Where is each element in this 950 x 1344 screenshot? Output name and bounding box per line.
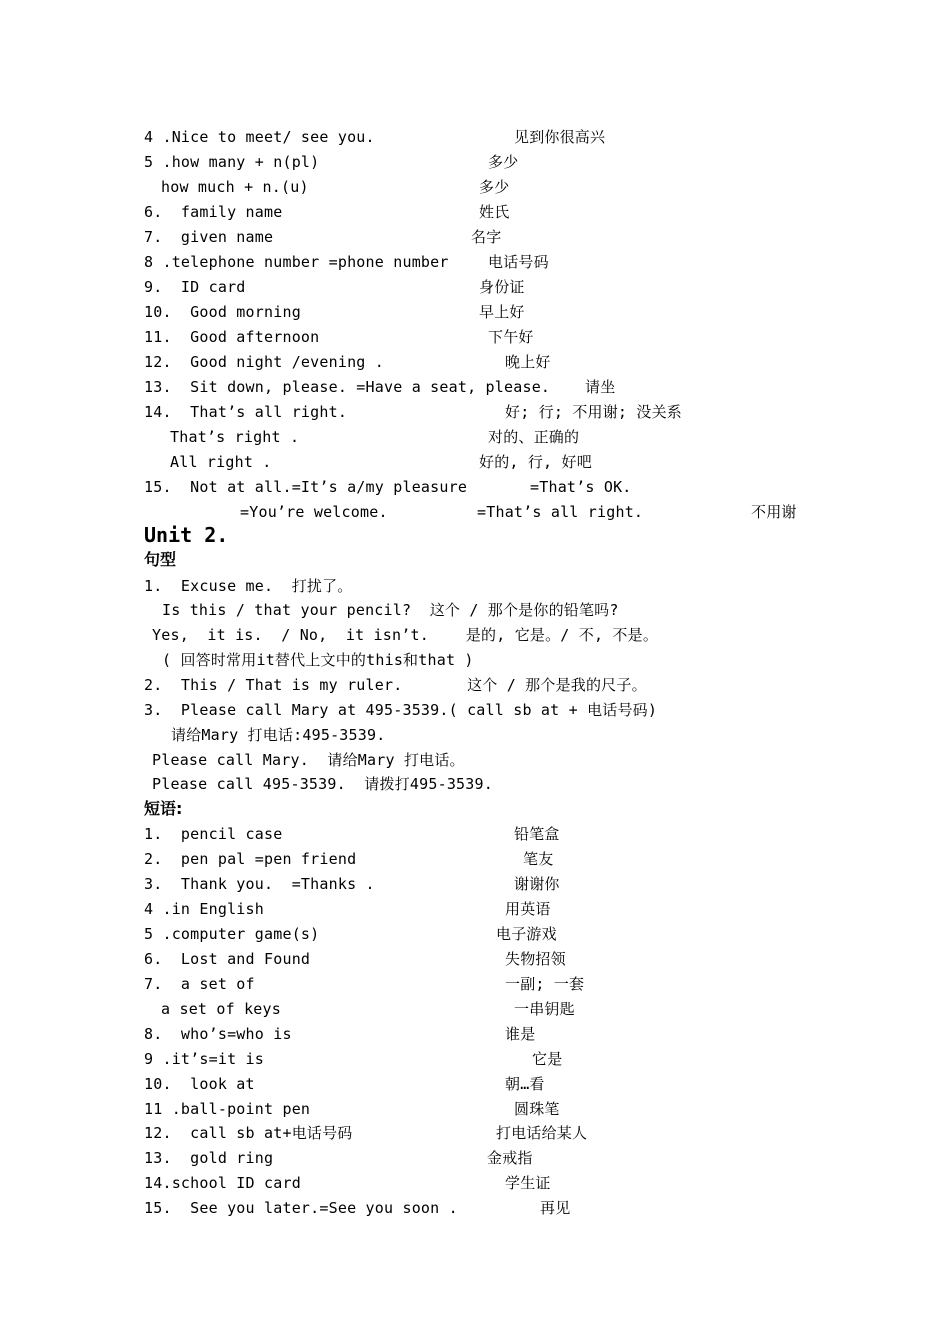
phrase-zh: 它是 [532, 1050, 563, 1068]
phrase-zh: =That’s all right. [477, 503, 644, 521]
unit-title: Unit 2. [144, 523, 229, 547]
phrase-en: 15. See you later.=See you soon . [144, 1199, 458, 1217]
phrase-en: 11 .ball-point pen [144, 1100, 311, 1118]
phrase-zh: 姓氏 [479, 203, 510, 221]
phrase-zh: 晚上好 [505, 353, 551, 371]
sentence-line: 请给Mary 打电话:495-3539. [171, 726, 386, 744]
phrase-en: 14.school ID card [144, 1174, 301, 1192]
phrase-zh: 笔友 [523, 850, 554, 868]
phrase-zh: 早上好 [479, 303, 525, 321]
phrase-en: 11. Good afternoon [144, 328, 320, 346]
phrase-zh: 再见 [540, 1199, 571, 1217]
phrase-zh: 一串钥匙 [514, 1000, 575, 1018]
phrase-zh: 金戒指 [487, 1149, 533, 1167]
phrase-zh: 好; 行; 不用谢; 没关系 [505, 403, 682, 421]
phrase-en: 4 .in English [144, 900, 264, 918]
phrase-zh: 不用谢 [751, 503, 797, 521]
phrase-en: =You’re welcome. [240, 503, 388, 521]
sentence-heading: 句型 [144, 550, 177, 569]
phrase-en: 10. look at [144, 1075, 255, 1093]
phrase-en: 6. family name [144, 203, 283, 221]
phrase-en: 14. That’s all right. [144, 403, 348, 421]
phrase-en: All right . [170, 453, 272, 471]
phrase-zh: 见到你很高兴 [514, 128, 606, 146]
sentence-line: Is this / that your pencil? 这个 / 那个是你的铅笔吗? [162, 601, 619, 619]
phrase-zh: 谁是 [505, 1025, 536, 1043]
sentence-line: Yes, it is. / No, it isn’t. 是的, 它是。/ 不, 不是。 [152, 626, 659, 644]
phrase-en: 9 .it’s=it is [144, 1050, 264, 1068]
phrase-zh: 电话号码 [488, 253, 549, 271]
sentence-line: Please call Mary. 请给Mary 打电话。 [152, 751, 465, 769]
phrase-zh: 身份证 [479, 278, 525, 296]
phrase-zh: 失物招领 [505, 950, 566, 968]
phrase-zh: 铅笔盒 [514, 825, 560, 843]
phrase-en: 1. pencil case [144, 825, 283, 843]
phrase-zh: 朝…看 [505, 1075, 545, 1093]
phrase-en: 5 .how many + n(pl) [144, 153, 320, 171]
phrase-en: a set of keys [161, 1000, 281, 1018]
phrase-zh: 圆珠笔 [514, 1100, 560, 1118]
phrase-en: 6. Lost and Found [144, 950, 311, 968]
phrase-zh: =That’s OK. [530, 478, 632, 496]
phrase-en: 7. a set of [144, 975, 255, 993]
phrase-zh: 打电话给某人 [496, 1124, 588, 1142]
phrase-en: 8. who’s=who is [144, 1025, 292, 1043]
phrase-en: 12. Good night /evening . [144, 353, 384, 371]
phrase-en: 9. ID card [144, 278, 246, 296]
phrase-en: That’s right . [170, 428, 300, 446]
phrase-zh: 请坐 [585, 378, 616, 396]
phrase-en: 12. call sb at+电话号码 [144, 1124, 353, 1142]
sentence-line: ( 回答时常用it替代上文中的this和that ) [162, 651, 474, 669]
phrase-en: 15. Not at all.=It’s a/my pleasure [144, 478, 468, 496]
sentence-line: 1. Excuse me. 打扰了。 [144, 577, 353, 595]
phrase-zh: 学生证 [505, 1174, 551, 1192]
sentence-line: 3. Please call Mary at 495-3539.( call sb at + 电话号码) [144, 701, 658, 719]
phrase-en: 13. gold ring [144, 1149, 274, 1167]
phrase-en: 7. given name [144, 228, 274, 246]
sentence-line: 2. This / That is my ruler. 这个 / 那个是我的尺子。 [144, 676, 647, 694]
phrase-zh: 用英语 [505, 900, 551, 918]
phrase-en: 2. pen pal =pen friend [144, 850, 357, 868]
phrase-zh: 电子游戏 [496, 925, 557, 943]
phrase-zh: 名字 [471, 228, 502, 246]
phrase-en: 8 .telephone number =phone number [144, 253, 449, 271]
phrase-zh: 下午好 [488, 328, 534, 346]
phrase-en: 4 .Nice to meet/ see you. [144, 128, 375, 146]
phrase-zh: 多少 [488, 153, 519, 171]
phrase-zh: 对的、正确的 [488, 428, 580, 446]
phrase-zh: 多少 [479, 178, 510, 196]
phrase-en: how much + n.(u) [161, 178, 309, 196]
phrase-zh: 一副; 一套 [505, 975, 585, 993]
phrase-en: 10. Good morning [144, 303, 301, 321]
phrase-zh: 谢谢你 [514, 875, 560, 893]
sentence-line: Please call 495-3539. 请拨打495-3539. [152, 775, 493, 793]
phrase-en: 13. Sit down, please. =Have a seat, please. [144, 378, 551, 396]
phrase-en: 5 .computer game(s) [144, 925, 320, 943]
phrase-en: 3. Thank you. =Thanks . [144, 875, 375, 893]
phrase-zh: 好的, 行, 好吧 [479, 453, 592, 471]
phrase-heading: 短语: [144, 799, 183, 818]
